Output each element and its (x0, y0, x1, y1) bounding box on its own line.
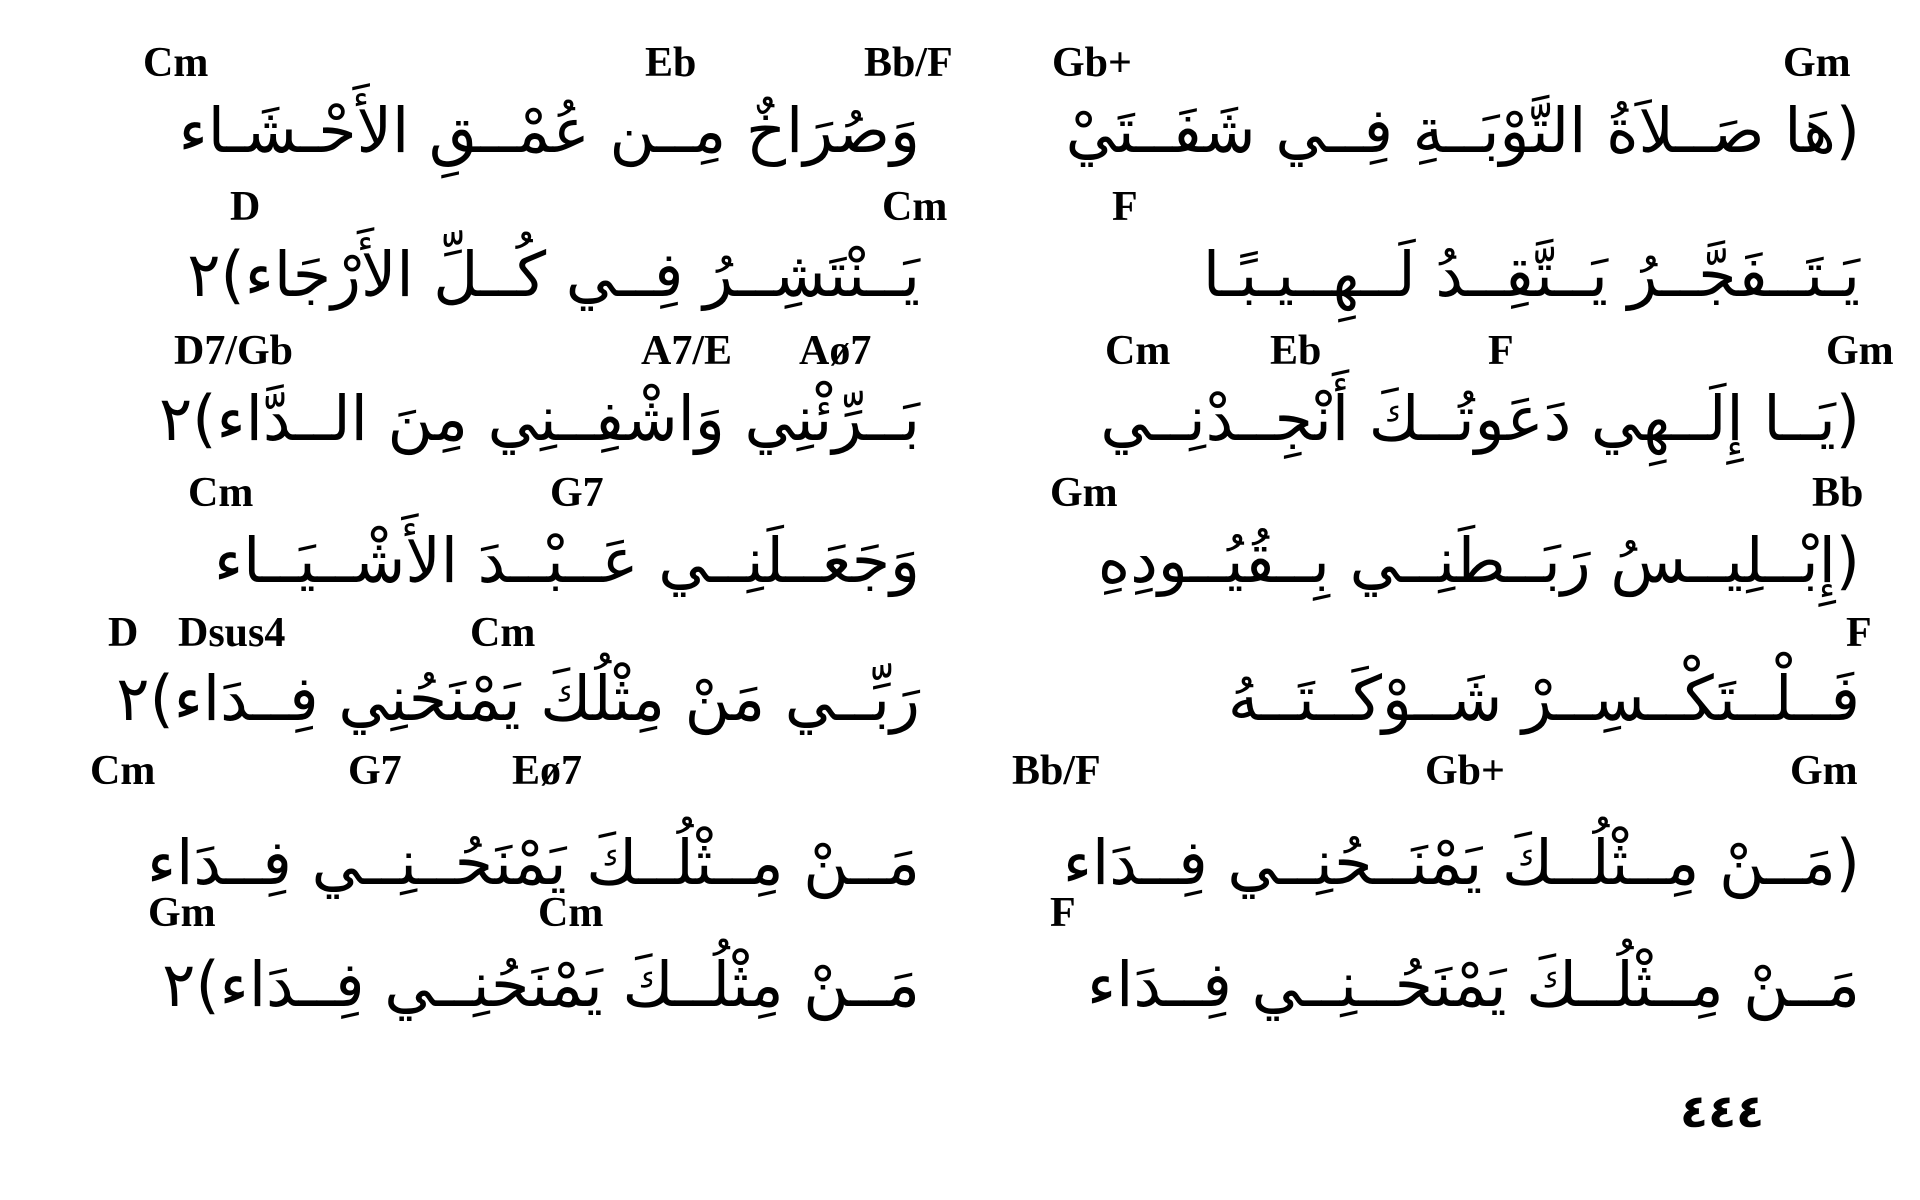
chord-label: Cm (538, 890, 604, 936)
lyric-line-left: يَــنْتَشِــرُ فِــي كُــلِّ الأَرْجَاء)٢ (187, 238, 920, 311)
lyric-line-left: وَجَعَــلَنِــي عَــبْــدَ الأَشْــيَــاء (213, 524, 920, 597)
chord-label: Bb/F (864, 40, 953, 86)
lyric-line-right: (مَــنْ مِــثْلُــكَ يَمْنَــحُنِــي فِــدَاء (1062, 826, 1860, 899)
chord-label: Gm (148, 890, 216, 936)
lyric-line-left: رَبِّــي مَنْ مِثْلُكَ يَمْنَحُنِي فِــدَاء)٢ (116, 662, 920, 735)
chord-label: D (108, 610, 139, 656)
lyric-line-left: بَــرِّئْنِي وَاشْفِــنِي مِنَ الــدَّاء)٢ (158, 382, 920, 455)
chord-label: Gm (1050, 470, 1118, 516)
chord-label: Cm (470, 610, 536, 656)
chord-label: F (1846, 610, 1872, 656)
chord-label: Gb+ (1425, 748, 1505, 794)
chord-label: Gm (1826, 328, 1894, 374)
chord-label: Eb (1270, 328, 1322, 374)
chord-label: G7 (348, 748, 402, 794)
page-number: ٤٤٤ (1680, 1084, 1765, 1138)
chord-label: Gm (1790, 748, 1858, 794)
lyric-line-right: فَــلْــتَكْــسِــرْ شَــوْكَــتَــهُ (1227, 662, 1860, 735)
chord-label: F (1488, 328, 1514, 374)
chord-label: Eb (645, 40, 697, 86)
lyric-line-left: مَــنْ مِــثْلُــكَ يَمْنَحُــنِــي فِــدَاء (147, 826, 920, 899)
chord-label: F (1112, 184, 1138, 230)
chord-label: Eø7 (512, 748, 583, 794)
lyric-line-right: يَـتَــفَجَّــرُ يَــتَّقِــدُ لَــهِــيـبًـا (1202, 238, 1860, 311)
lyric-line-left: مَــنْ مِثْلُــكَ يَمْنَحُنِــي فِــدَاء)٢ (162, 948, 920, 1021)
chord-label: Cm (143, 40, 209, 86)
chord-label: Cm (90, 748, 156, 794)
lyric-line-right: (هَا صَــلاَةُ التَّوْبَــةِ فِــي شَفَــتَيْ (1065, 94, 1860, 167)
chord-label: A7/E (641, 328, 733, 374)
chord-label: D7/Gb (174, 328, 294, 374)
chord-label: G7 (550, 470, 604, 516)
chord-label: Gm (1783, 40, 1851, 86)
lyric-line-left: وَصُرَاخٌ مِــن عُمْــقِ الأَحْـشَـاء (178, 94, 920, 167)
chord-label: Gb+ (1052, 40, 1132, 86)
chord-label: Cm (1105, 328, 1171, 374)
chord-label: Dsus4 (178, 610, 286, 656)
chord-label: F (1050, 890, 1076, 936)
chord-label: Bb (1812, 470, 1864, 516)
lyric-line-right: مَــنْ مِــثْلُــكَ يَمْنَحُــنِــي فِــدَاء (1087, 948, 1860, 1021)
chord-label: Aø7 (799, 328, 872, 374)
lyric-line-right: (إِبْــلِيــسُ رَبَــطَنِــي بِــقُيُــودِهِ (1097, 524, 1860, 597)
chord-label: Cm (188, 470, 254, 516)
chord-label: Cm (882, 184, 948, 230)
chord-label: D (230, 184, 261, 230)
chord-label: Bb/F (1012, 748, 1101, 794)
lyric-line-right: (يَــا إِلَــهِي دَعَوتُــكَ أَنْجِــدْنِــي (1100, 382, 1860, 455)
